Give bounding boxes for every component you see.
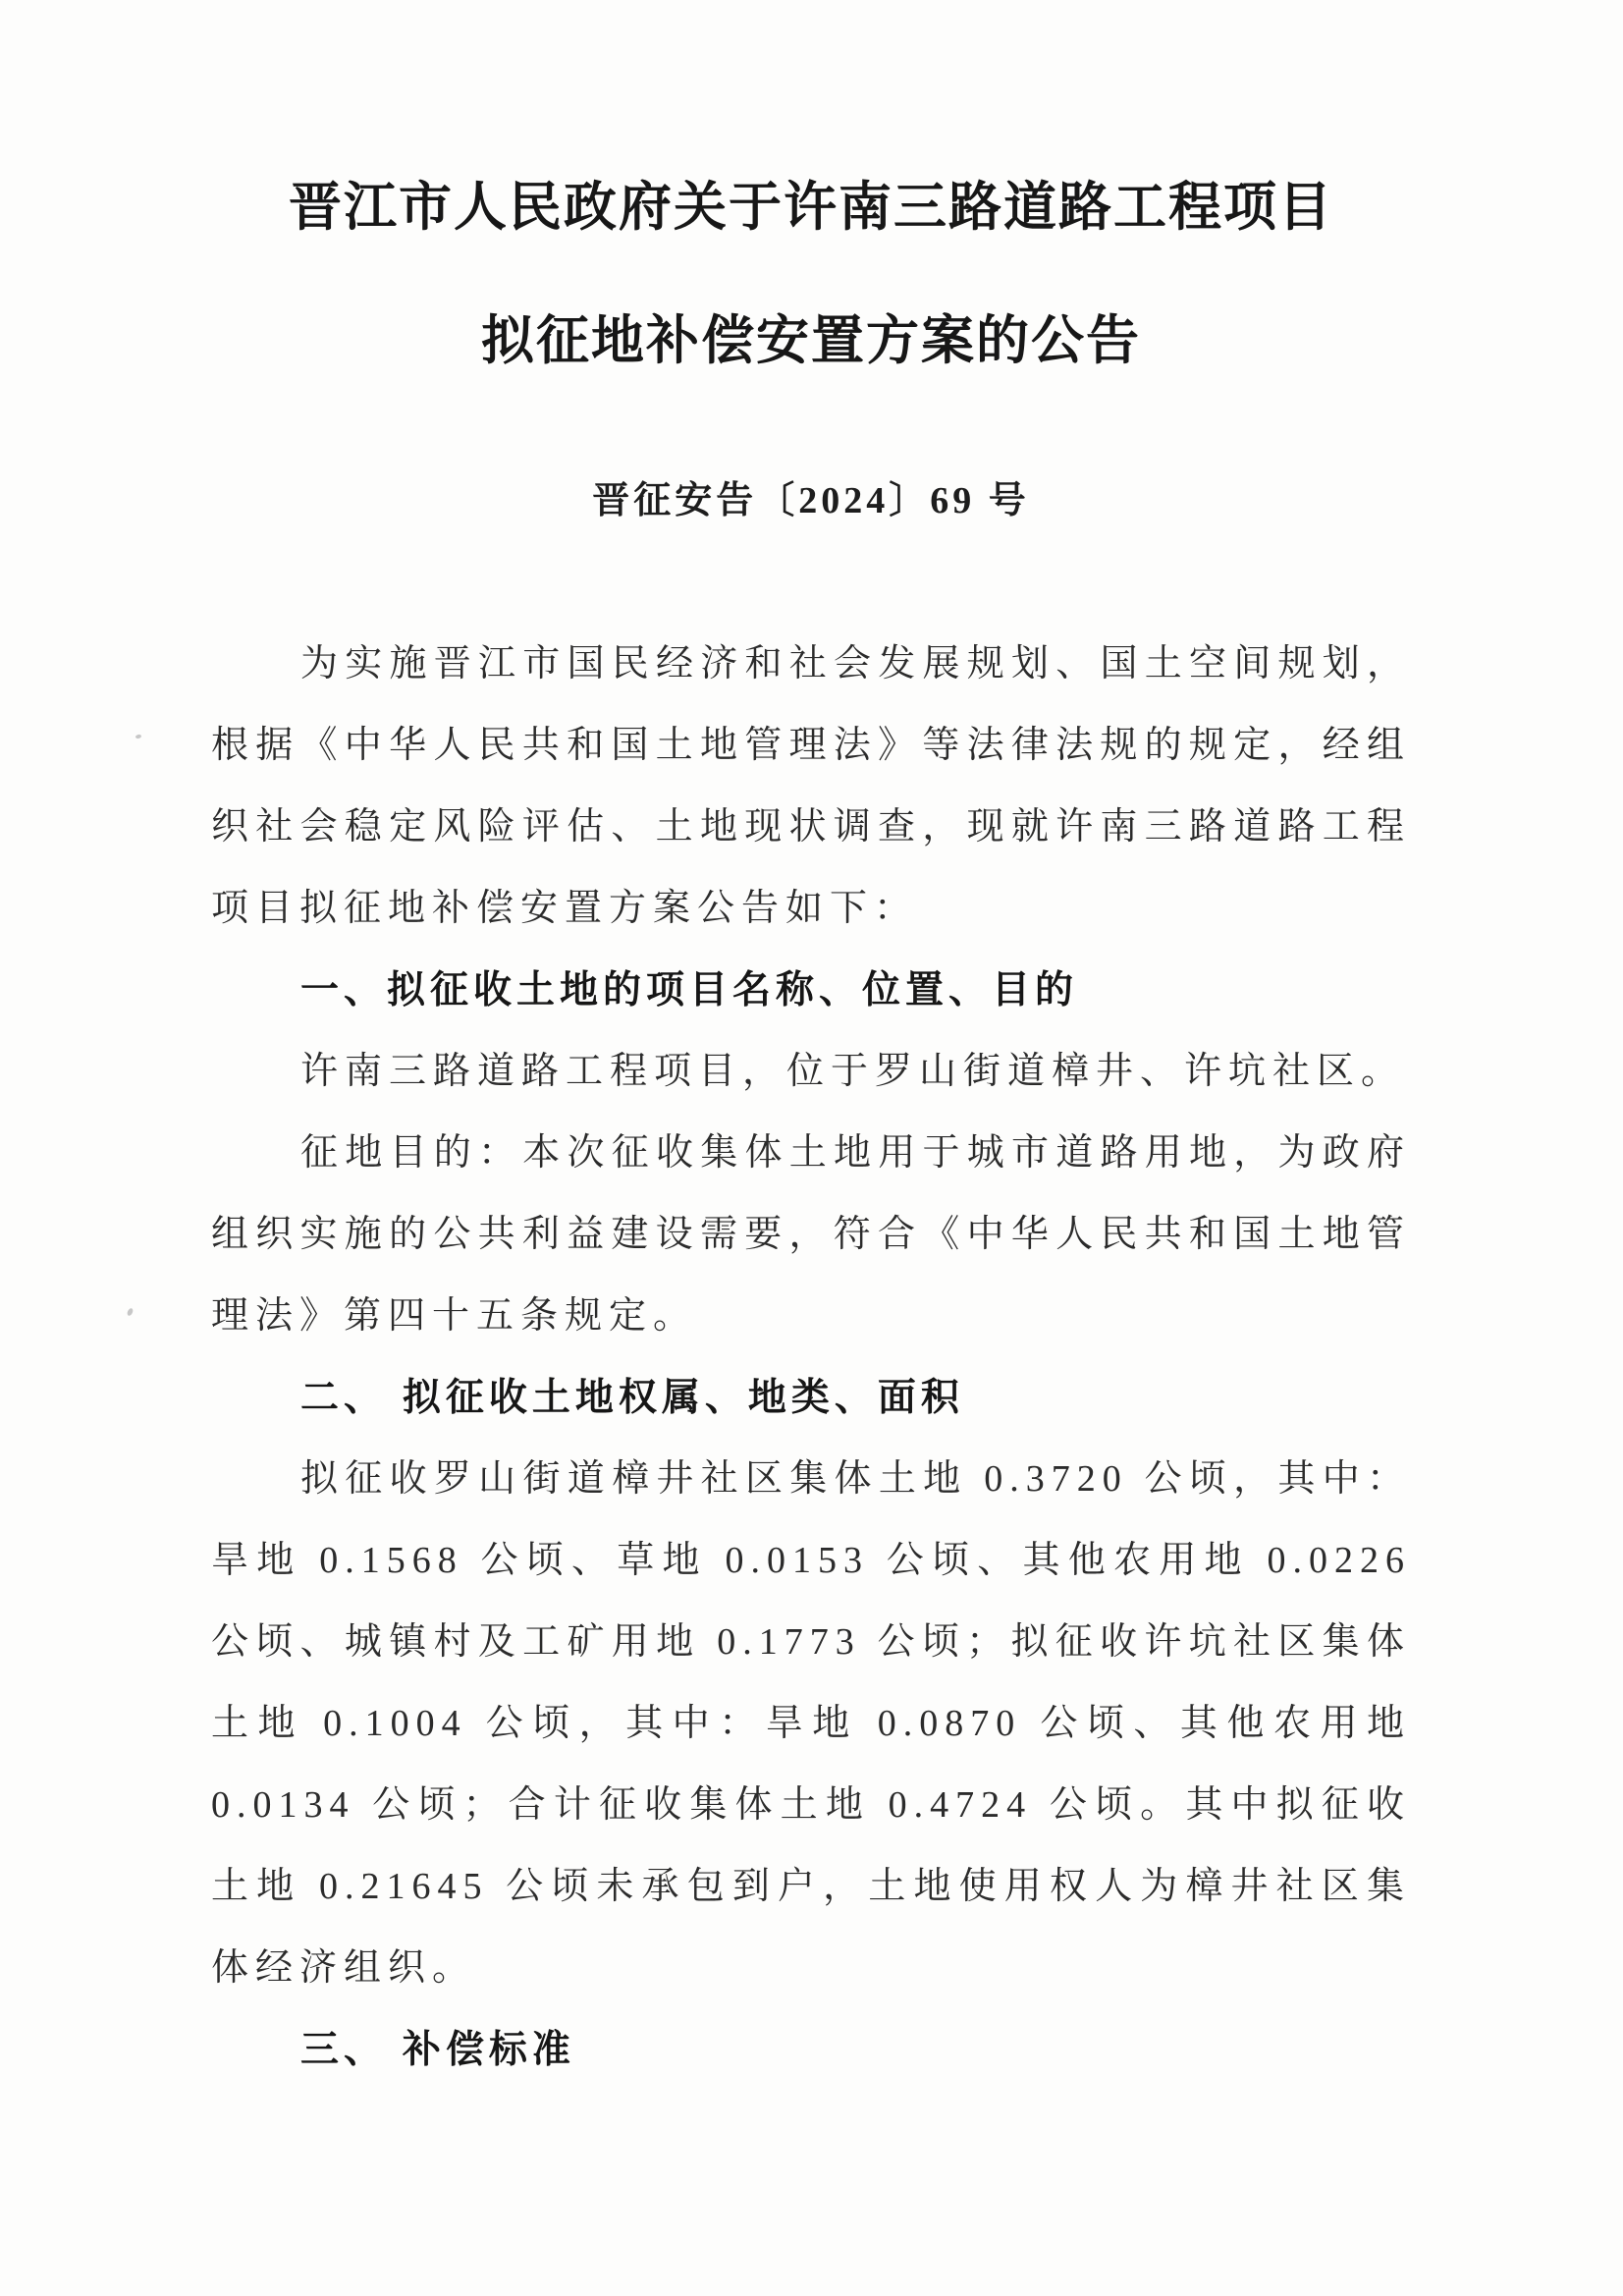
section-heading-2: 二、 拟征收土地权属、地类、面积 (300, 1377, 964, 1419)
document-title (211, 140, 1411, 408)
scan-speck (127, 1307, 135, 1316)
title-line-2: 拟征地补偿安置方案的公告 (481, 311, 1141, 370)
paragraph-project-location: 许南三路道路工程项目，位于罗山街道樟井、许坑社区。 (300, 1051, 1406, 1092)
paragraph-land-purpose: 征地目的：本次征收集体土地用于城市道路用地，为政府组织实施的公共利益建设需要，符合《中华人民共和国土地管理法》第四十五条规定。 (211, 1132, 1411, 1337)
scan-speck (135, 734, 142, 738)
document-body (211, 624, 1411, 2091)
document-content (211, 0, 1411, 2091)
title-line-1: 晋江市人民政府关于许南三路道路工程项目 (289, 178, 1333, 237)
section-heading-1: 一、拟征收土地的项目名称、位置、目的 (300, 969, 1079, 1011)
paragraph-land-area: 拟征收罗山街道樟井社区集体土地 0.3720 公顷，其中：旱地 0.1568 公顷、草地 0.0153 公顷、其他农用地 0.0226 公顷、城镇村及工矿用地 0.1773 公顷；拟征收许坑社区集体土地 0.1004 公顷，其中：旱地 0.0870 公顷、其他农用地 0.0134 公顷；合计征收集体土地 0.4724 公顷。其中拟征收土地 0.21645 公顷未承包到户，土地使用权人为樟井社区集体经济组织。 (211, 1458, 1411, 1989)
paragraph-intro: 为实施晋江市国民经济和社会发展规划、国土空间规划，根据《中华人民共和国土地管理法》等法律法规的规定，经组织社会稳定风险评估、土地现状调查，现就许南三路道路工程项目拟征地补偿安置方案公告如下： (211, 643, 1411, 929)
doc-number: 晋征安告〔2024〕69 号 (592, 480, 1030, 521)
section-heading-3: 三、 补偿标准 (300, 2029, 575, 2071)
